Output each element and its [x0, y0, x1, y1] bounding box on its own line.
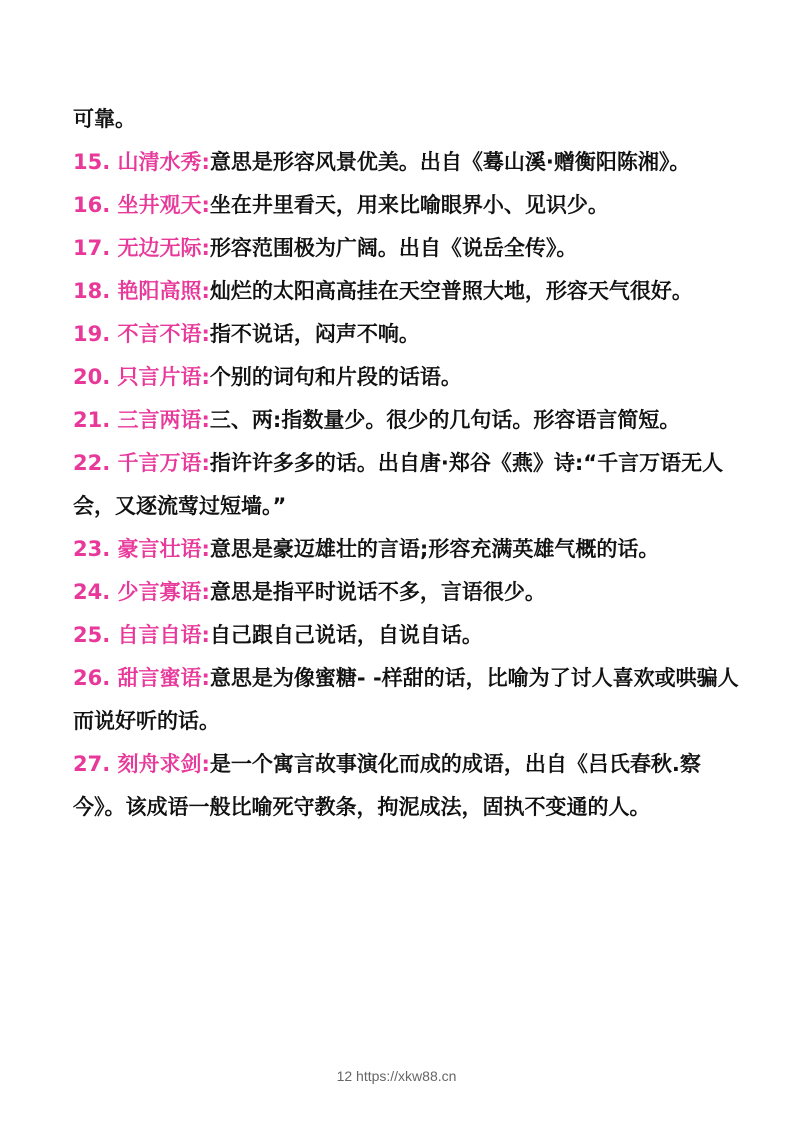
idiom-term: 山清水秀:	[117, 150, 210, 174]
idiom-definition: 指许许多多的话。出自唐·郑谷《燕》诗:“千言万语无人会，又逐流莺过短墙。”	[73, 451, 724, 518]
intro-line: 可靠。	[73, 107, 136, 131]
idiom-term: 自言自语:	[117, 623, 210, 647]
idiom-definition: 三、两:指数量少。很少的几句话。形容语言简短。	[209, 408, 681, 432]
idiom-definition: 灿烂的太阳高高挂在天空普照大地，形容天气很好。	[209, 279, 693, 303]
idiom-definition: 个别的词句和片段的话语。	[209, 365, 462, 389]
footer-url: https://xkw88.cn	[356, 1068, 457, 1084]
idiom-definition: 指不说话，闷声不响。	[209, 322, 420, 346]
idiom-entry	[73, 399, 753, 442]
idiom-term: 只言片语:	[117, 365, 210, 389]
idiom-term: 刻舟求剑:	[117, 752, 210, 776]
entry-number: 19.	[73, 322, 111, 346]
idiom-definition: 意思是豪迈雄壮的言语;形容充满英雄气概的话。	[209, 537, 660, 561]
idiom-definition: 意思是为像蜜糖- -样甜的话，比喻为了讨人喜欢或哄骗人而说好听的话。	[73, 666, 739, 733]
idiom-entry	[73, 313, 753, 356]
idiom-term: 艳阳高照:	[117, 279, 210, 303]
document-body	[73, 98, 753, 829]
page-number: 12	[336, 1068, 353, 1084]
idiom-entry	[73, 141, 753, 184]
entry-number: 15.	[73, 150, 111, 174]
idiom-entry	[73, 743, 753, 829]
idiom-term: 坐井观天:	[117, 193, 210, 217]
idiom-term: 少言寡语:	[117, 580, 210, 604]
idiom-definition: 意思是形容风景优美。出自《蓦山溪·赠衡阳陈湘》。	[209, 150, 691, 174]
idiom-term: 无边无际:	[117, 236, 210, 260]
entry-number: 25.	[73, 623, 111, 647]
entry-number: 23.	[73, 537, 111, 561]
idiom-entry	[73, 184, 753, 227]
idiom-term: 不言不语:	[117, 322, 210, 346]
entry-number: 22.	[73, 451, 111, 475]
idiom-entry	[73, 442, 753, 528]
entry-number: 24.	[73, 580, 111, 604]
idiom-entry	[73, 356, 753, 399]
idiom-definition: 是一个寓言故事演化而成的成语，出自《吕氏春秋.察今》。该成语一般比喻死守教条，拘泥成法，固执不变通的人。	[73, 752, 701, 819]
idiom-term: 豪言壮语:	[117, 537, 210, 561]
idiom-entry	[73, 614, 753, 657]
idiom-entry	[73, 528, 753, 571]
entry-number: 17.	[73, 236, 111, 260]
entry-number: 20.	[73, 365, 111, 389]
entry-number: 18.	[73, 279, 111, 303]
idiom-term: 甜言蜜语:	[117, 666, 210, 690]
idiom-definition: 形容范围极为广阔。出自《说岳全传》。	[209, 236, 578, 260]
idiom-entry	[73, 657, 753, 743]
idiom-definition: 坐在井里看天，用来比喻眼界小、见识少。	[209, 193, 609, 217]
idiom-entry	[73, 571, 753, 614]
entry-number: 16.	[73, 193, 111, 217]
idiom-entry	[73, 270, 753, 313]
entry-number: 26.	[73, 666, 111, 690]
page-footer	[0, 1068, 793, 1084]
idiom-term: 三言两语:	[117, 408, 210, 432]
entry-number: 21.	[73, 408, 111, 432]
idiom-definition: 意思是指平时说话不多，言语很少。	[209, 580, 546, 604]
idiom-term: 千言万语:	[117, 451, 210, 475]
idiom-definition: 自己跟自己说话，自说自话。	[209, 623, 483, 647]
entry-number: 27.	[73, 752, 111, 776]
idiom-entry	[73, 227, 753, 270]
